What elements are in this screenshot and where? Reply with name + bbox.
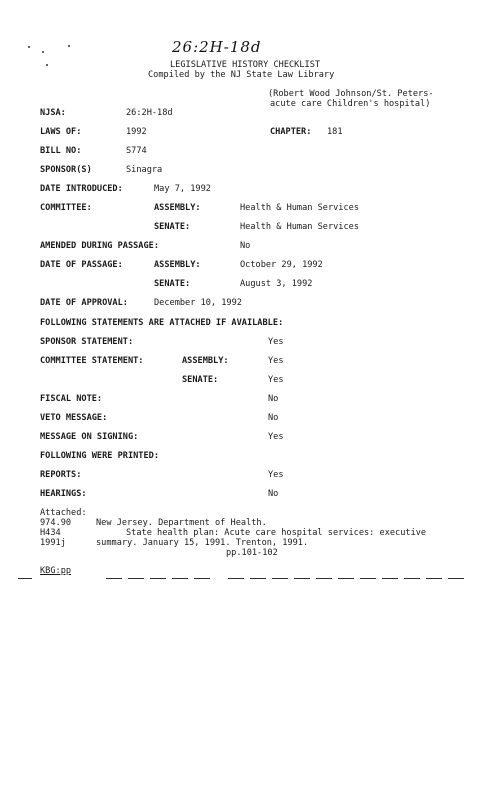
hearings-value: No [268, 489, 279, 499]
veto-message-label: VETO MESSAGE: [40, 413, 108, 423]
bill-label: BILL NO: [40, 146, 82, 156]
footer-rule [18, 578, 478, 580]
njsa-value: 26:2H-18d [126, 108, 173, 118]
attached-summary: summary. January 15, 1991. Trenton, 1991. [96, 538, 309, 548]
introduced-label: DATE INTRODUCED: [40, 184, 123, 194]
sponsor-value: Sinagra [126, 165, 163, 175]
passage-senate-label: SENATE: [154, 279, 191, 289]
committee-senate-label: SENATE: [154, 222, 191, 232]
passage-label: DATE OF PASSAGE: [40, 260, 123, 270]
chapter-value: 181 [327, 127, 343, 137]
scan-speck [46, 64, 48, 66]
sponsor-statement-label: SPONSOR STATEMENT: [40, 337, 134, 347]
checklist-subtitle: Compiled by the NJ State Law Library [148, 70, 335, 80]
passage-assembly-value: October 29, 1992 [240, 260, 323, 270]
call-number-1: 974.90 [40, 518, 72, 528]
reports-label: REPORTS: [40, 470, 82, 480]
call-number-2: H434 [40, 528, 61, 538]
bill-value: S774 [126, 146, 147, 156]
attached-label: Attached: [40, 508, 87, 518]
amended-label: AMENDED DURING PASSAGE: [40, 241, 159, 251]
committee-label: COMMITTEE: [40, 203, 92, 213]
laws-value: 1992 [126, 127, 147, 137]
statement-assembly-label: ASSEMBLY: [182, 356, 229, 366]
scan-speck [68, 45, 70, 47]
committee-assembly-value: Health & Human Services [240, 203, 359, 213]
fiscal-note-value: No [268, 394, 279, 404]
introduced-value: May 7, 1992 [154, 184, 211, 194]
header-note-line1: (Robert Wood Johnson/St. Peters- [268, 89, 434, 99]
signing-message-label: MESSAGE ON SIGNING: [40, 432, 139, 442]
njsa-label: NJSA: [40, 108, 66, 118]
scan-speck [42, 51, 44, 53]
veto-message-value: No [268, 413, 279, 423]
committee-senate-value: Health & Human Services [240, 222, 359, 232]
statements-heading: FOLLOWING STATEMENTS ARE ATTACHED IF AVAILABLE: [40, 318, 284, 328]
committee-assembly-label: ASSEMBLY: [154, 203, 201, 213]
passage-assembly-label: ASSEMBLY: [154, 260, 201, 270]
printed-heading: FOLLOWING WERE PRINTED: [40, 451, 159, 461]
fiscal-note-label: FISCAL NOTE: [40, 394, 103, 404]
approval-value: December 10, 1992 [154, 298, 242, 308]
sponsor-label: SPONSOR(S) [40, 165, 92, 175]
sponsor-statement-value: Yes [268, 337, 284, 347]
footer-initials: KBG:pp [40, 566, 72, 576]
chapter-label: CHAPTER: [270, 127, 312, 137]
checklist-title: LEGISLATIVE HISTORY CHECKLIST [170, 60, 321, 70]
approval-label: DATE OF APPROVAL: [40, 298, 128, 308]
hearings-label: HEARINGS: [40, 489, 87, 499]
statement-senate-label: SENATE: [182, 375, 219, 385]
attached-author: New Jersey. Department of Health. [96, 518, 267, 528]
handwritten-number: 26:2H-18d [172, 38, 262, 56]
amended-value: No [240, 241, 251, 251]
committee-statement-label: COMMITTEE STATEMENT: [40, 356, 144, 366]
scan-speck [28, 46, 30, 48]
laws-label: LAWS OF: [40, 127, 82, 137]
statement-assembly-value: Yes [268, 356, 284, 366]
statement-senate-value: Yes [268, 375, 284, 385]
attached-title: State health plan: Acute care hospital services: executive [126, 528, 427, 538]
header-note-line2: acute care Children's hospital) [270, 99, 431, 109]
attached-pages: pp.101-102 [226, 548, 278, 558]
passage-senate-value: August 3, 1992 [240, 279, 313, 289]
call-number-3: 1991j [40, 538, 66, 548]
reports-value: Yes [268, 470, 284, 480]
signing-message-value: Yes [268, 432, 284, 442]
